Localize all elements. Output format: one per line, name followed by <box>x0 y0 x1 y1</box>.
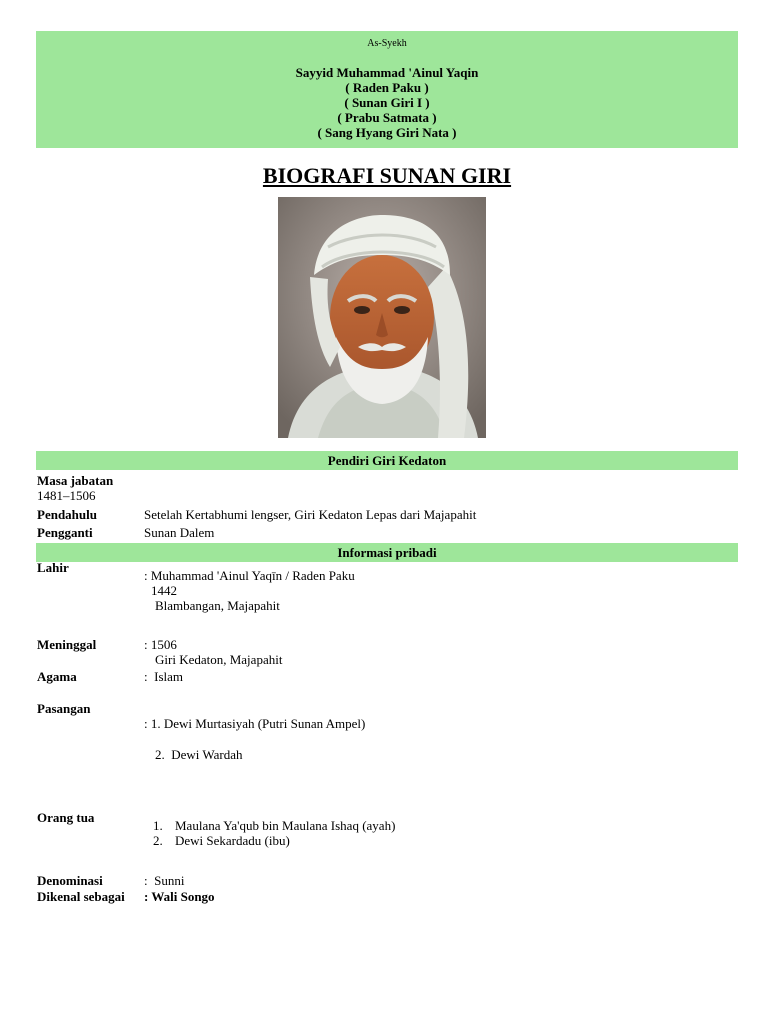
header-line: ( Raden Paku ) <box>345 80 429 95</box>
label-orang-tua: Orang tua <box>37 810 95 825</box>
value-lahir-name: : Muhammad 'Ainul Yaqīn / Raden Paku <box>144 568 355 583</box>
value-dikenal-sebagai: : Wali Songo <box>144 889 215 904</box>
label-dikenal-sebagai: Dikenal sebagai <box>37 889 125 904</box>
label-lahir: Lahir <box>37 560 69 575</box>
section-heading-pendiri: Pendiri Giri Kedaton <box>36 451 738 470</box>
value-pasangan-1: : 1. Dewi Murtasiyah (Putri Sunan Ampel) <box>144 716 366 731</box>
value-lahir-year: 1442 <box>151 583 177 598</box>
section-heading-informasi: Informasi pribadi <box>36 543 738 562</box>
label-denominasi: Denominasi <box>37 873 103 888</box>
value-agama: : Islam <box>144 669 183 684</box>
header-line: ( Prabu Satmata ) <box>337 110 437 125</box>
value-orang-tua-2: Dewi Sekardadu (ibu) <box>175 833 290 848</box>
value-denominasi: : Sunni <box>144 873 185 888</box>
value-meninggal-year: : 1506 <box>144 637 177 652</box>
value-meninggal-place: Giri Kedaton, Majapahit <box>155 652 283 667</box>
value-orang-tua-1: Maulana Ya'qub bin Maulana Ishaq (ayah) <box>175 818 396 833</box>
label-meninggal: Meninggal <box>37 637 97 652</box>
header-line: ( Sang Hyang Giri Nata ) <box>317 125 457 140</box>
value-masa-jabatan: 1481–1506 <box>37 488 96 503</box>
label-pasangan: Pasangan <box>37 701 91 716</box>
header-box <box>36 31 738 148</box>
label-pengganti: Pengganti <box>37 525 93 540</box>
label-agama: Agama <box>37 669 77 684</box>
label-pendahulu: Pendahulu <box>37 507 97 522</box>
value-lahir-place: Blambangan, Majapahit <box>155 598 280 613</box>
value-pengganti: Sunan Dalem <box>144 525 215 540</box>
header-line: ( Sunan Giri I ) <box>344 95 430 110</box>
list-number: 2. <box>153 833 163 848</box>
header-kicker: As-Syekh <box>367 38 407 49</box>
label-masa-jabatan: Masa jabatan <box>37 473 114 488</box>
page-title: BIOGRAFI SUNAN GIRI <box>262 163 512 188</box>
header-names <box>36 65 738 140</box>
value-pendahulu: Setelah Kertabhumi lengser, Giri Kedaton Lepas dari Majapahit <box>144 507 477 522</box>
header-line: Sayyid Muhammad 'Ainul Yaqin <box>295 65 479 80</box>
portrait-image <box>278 197 486 438</box>
value-pasangan-2: 2. Dewi Wardah <box>155 747 243 762</box>
list-number: 1. <box>153 818 163 833</box>
